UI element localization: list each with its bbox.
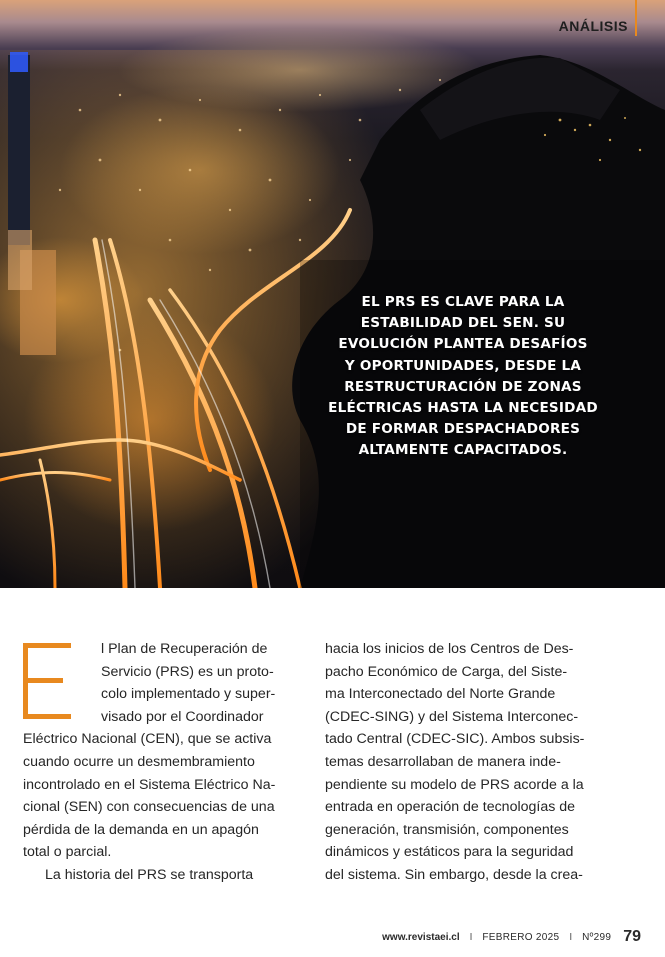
footer-site-link[interactable]: www.revistaei.cl [382, 931, 460, 943]
body-line: dinámicos y estáticos para la seguridad [325, 844, 574, 861]
footer-issue-number: Nº299 [582, 931, 612, 943]
body-line: La historia del PRS se transporta [45, 866, 254, 883]
pullquote-line: Y OPORTUNIDADES, DESDE LA [344, 357, 582, 374]
page-number: 79 [623, 928, 641, 945]
body-line: pendiente su modelo de PRS acorde a la [325, 776, 584, 793]
pullquote-line: ESTABILIDAD DEL SEN. SU [360, 315, 566, 332]
body-line: Servicio (PRS) es un proto- [101, 663, 274, 680]
page-footer [382, 928, 641, 946]
body-line: visado por el Coordinador [101, 708, 264, 725]
body-line: total o parcial. [23, 844, 112, 861]
footer-separator: I [569, 931, 573, 943]
article-column-left [23, 638, 293, 887]
body-line: generación, transmisión, componentes [325, 821, 569, 838]
body-line: (CDEC-SING) y del Sistema Interconec- [325, 708, 579, 725]
body-line: Eléctrico Nacional (CEN), que se activa [23, 731, 272, 748]
pullquote-line: ELÉCTRICAS HASTA LA NECESIDAD [328, 400, 598, 417]
body-line: l Plan de Recuperación de [101, 641, 268, 657]
pullquote [318, 292, 608, 462]
body-line: del sistema. Sin embargo, desde la crea- [325, 866, 583, 883]
article-column-right [325, 638, 597, 887]
body-line: temas desarrollaban de manera inde- [325, 753, 561, 770]
body-line: incontrolado en el Sistema Eléctrico Na- [23, 776, 276, 793]
body-line: pacho Económico de Carga, del Siste- [325, 663, 568, 680]
body-line: entrada en operación de tecnologías de [325, 799, 576, 816]
body-line: hacia los inicios de los Centros de Des- [325, 641, 574, 657]
footer-separator: I [469, 931, 473, 943]
body-line: ma Interconectado del Norte Grande [325, 686, 556, 703]
pullquote-line: EL PRS ES CLAVE PARA LA [361, 294, 565, 310]
pullquote-line: EVOLUCIÓN PLANTEA DESAFÍOS [338, 336, 588, 353]
footer-issue-date: FEBRERO 2025 [482, 931, 560, 943]
pullquote-line: RESTRUCTURACIÓN DE ZONAS [344, 378, 582, 395]
body-line: cuando ocurre un desmembramiento [23, 753, 255, 770]
section-accent-rule [635, 0, 637, 36]
pullquote-line: ALTAMENTE CAPACITADOS. [358, 442, 568, 459]
body-line: pérdida de la demanda en un apagón [23, 821, 259, 838]
body-line: cional (SEN) con consecuencias de una [23, 799, 275, 816]
body-line: colo implementado y super- [101, 686, 276, 703]
section-label: ANÁLISIS [558, 18, 628, 34]
pullquote-line: DE FORMAR DESPACHADORES [345, 421, 581, 438]
body-line: tado Central (CDEC-SIC). Ambos subsis- [325, 731, 585, 748]
